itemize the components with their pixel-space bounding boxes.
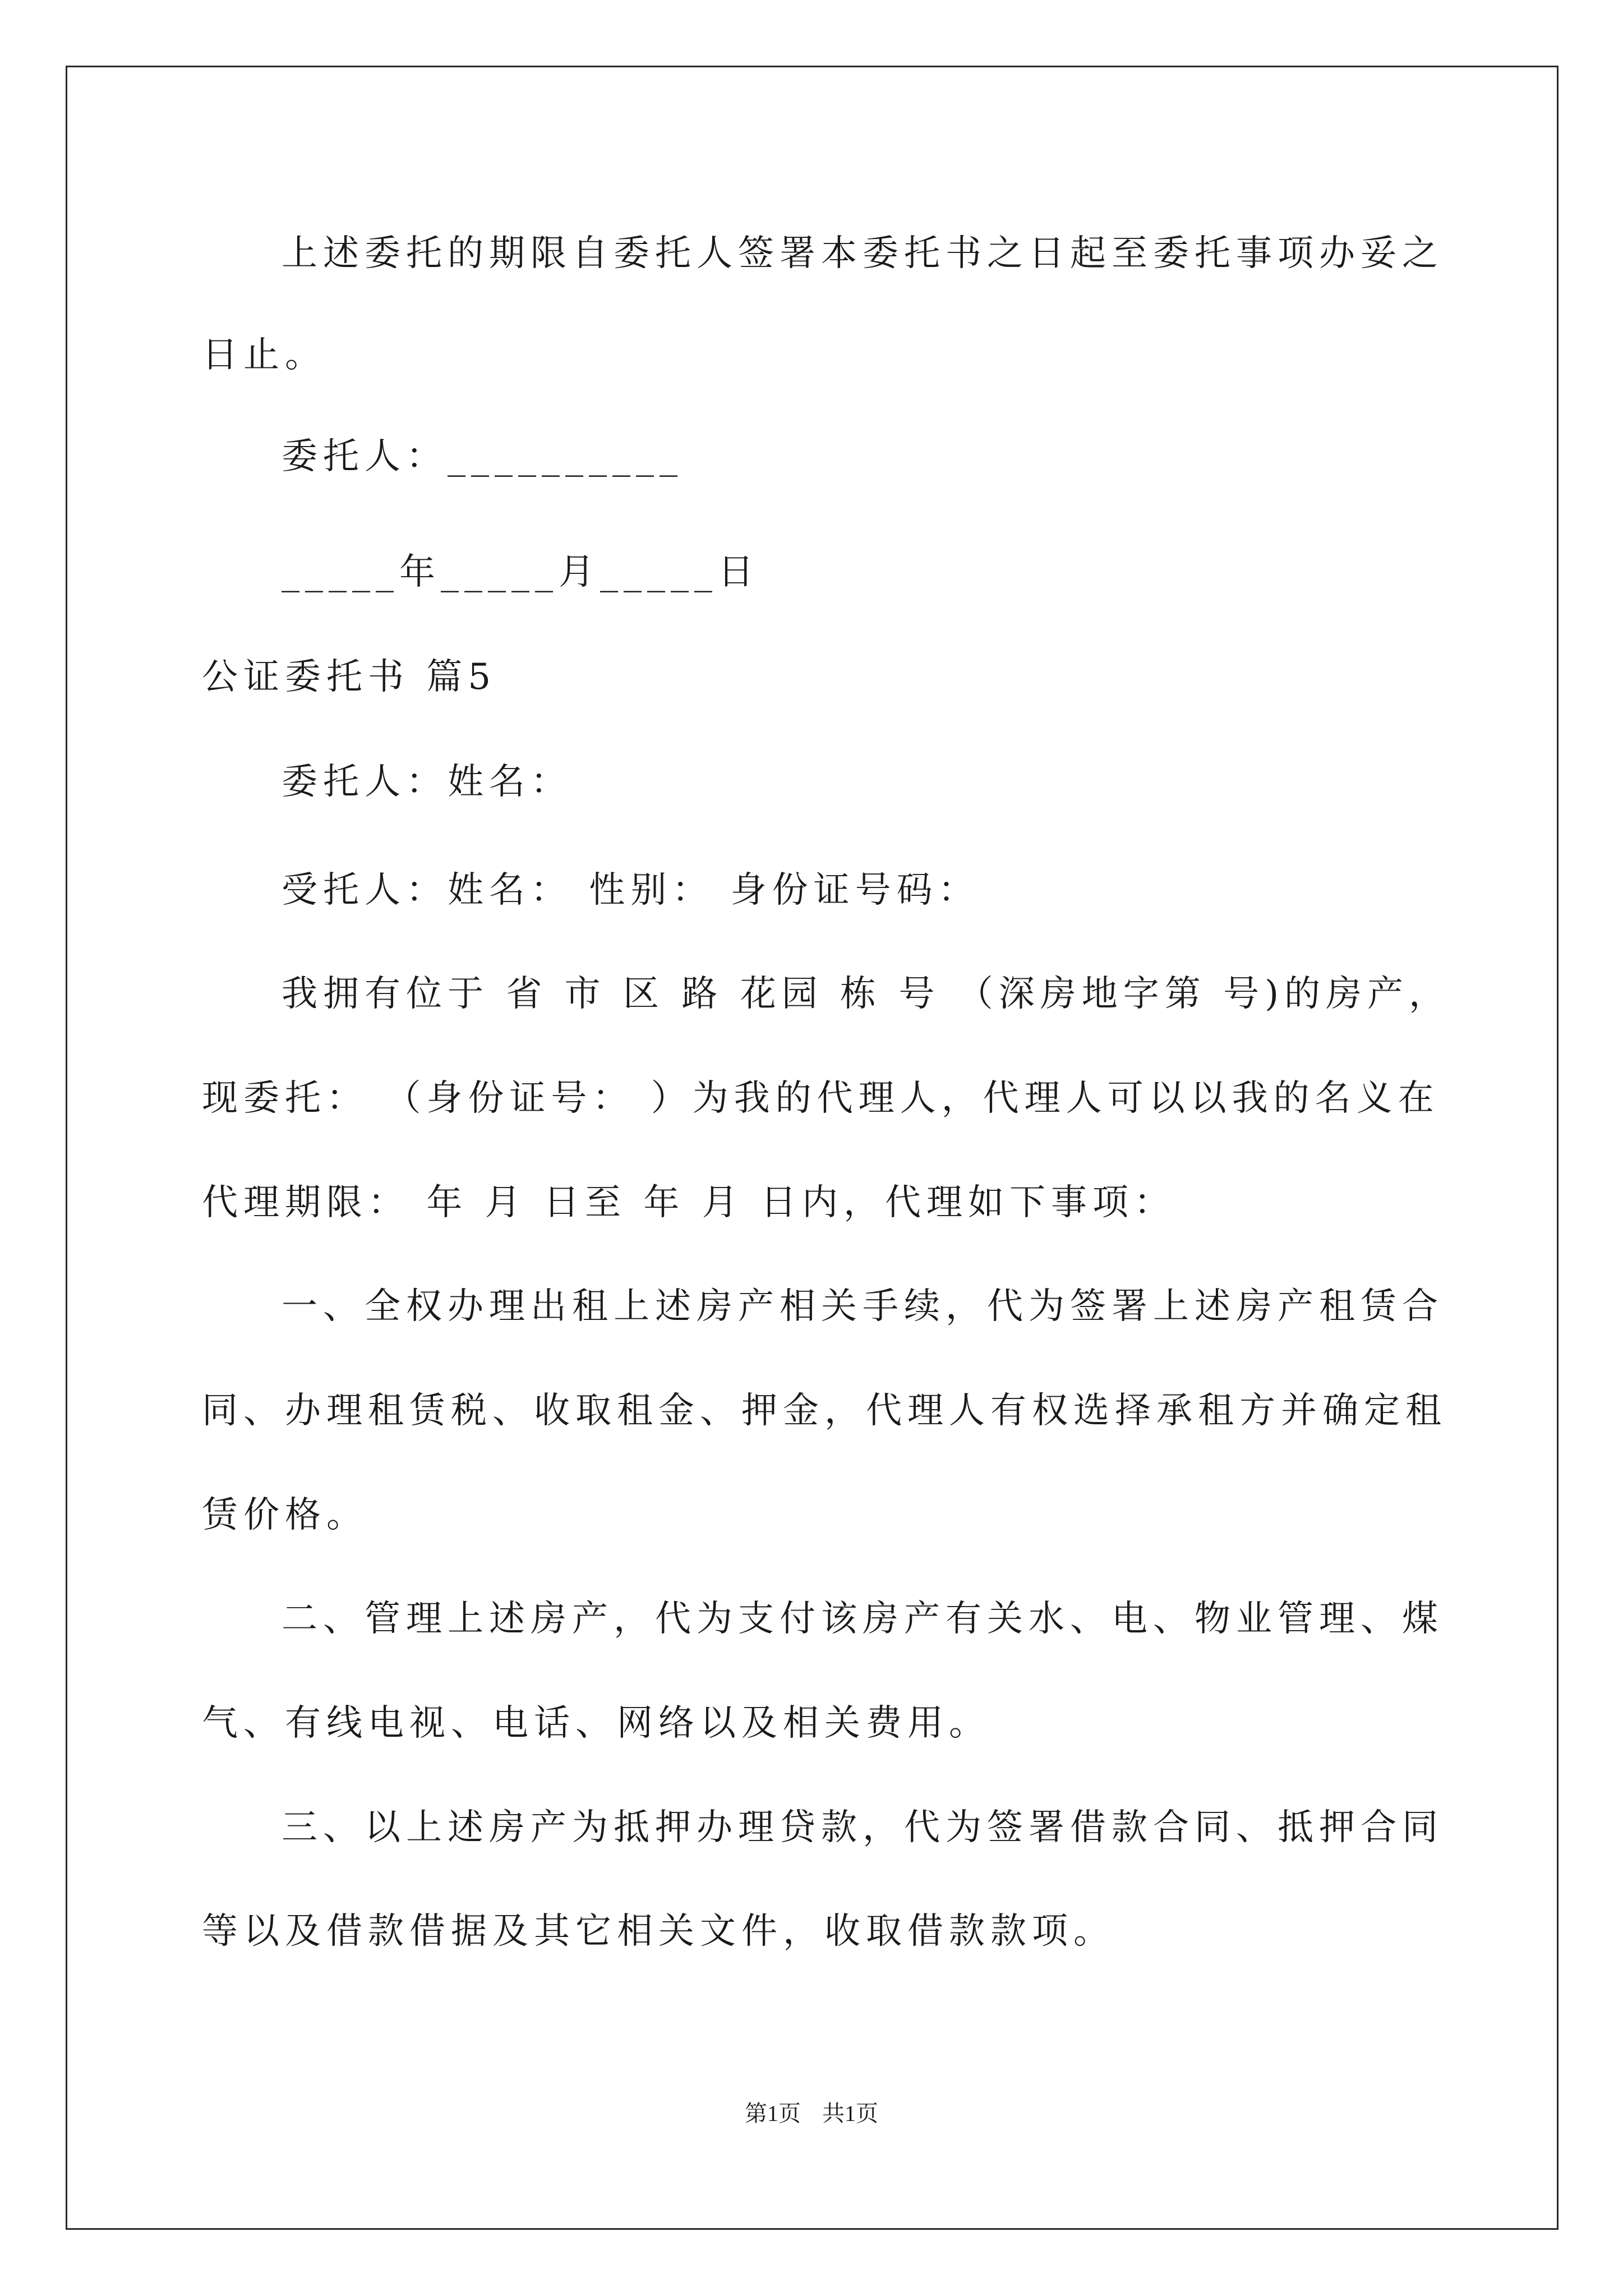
page-footer [0,2100,1623,2128]
date-line: _____年_____月_____日 [282,551,759,593]
paragraph-line: 气、有线电视、电话、网络以及相关费用。 [202,1703,990,1744]
paragraph-line: 我拥有位于 省 市 区 路 花园 栋 号 （深房地字第 号)的房产， [282,973,1451,1015]
paragraph-line: 现委托： （身份证号： ）为我的代理人，代理人可以以我的名义在 [202,1078,1440,1119]
paragraph-line: 受托人：姓名： 性别： 身份证号码： [282,869,980,911]
paragraph-line: 三、以上述房产为抵押办理贷款，代为签署借款合同、抵押合同 [282,1807,1444,1848]
page-number: 第1页 [745,2101,801,2126]
signature-line: 委托人：__________ [282,436,683,477]
paragraph-line: 同、办理租赁税、收取租金、押金，代理人有权选择承租方并确定租 [202,1390,1447,1432]
paragraph-line: 委托人：姓名： [282,761,572,803]
paragraph-line: 等以及借款借据及其它相关文件，收取借款款项。 [202,1911,1115,1952]
page-total: 共1页 [822,2101,878,2126]
section-heading: 公证委托书 篇5 [202,656,497,698]
paragraph-line: 代理期限： 年 月 日至 年 月 日内，代理如下事项： [202,1182,1176,1223]
paragraph-line: 日止。 [202,334,326,376]
paragraph-line: 上述委托的期限自委托人签署本委托书之日起至委托事项办妥之 [282,233,1444,274]
page-border [66,66,1559,2230]
paragraph-line: 赁价格。 [202,1494,368,1536]
paragraph-line: 一、全权办理出租上述房产相关手续，代为签署上述房产租赁合 [282,1286,1444,1327]
paragraph-line: 二、管理上述房产，代为支付该房产有关水、电、物业管理、煤 [282,1598,1444,1640]
